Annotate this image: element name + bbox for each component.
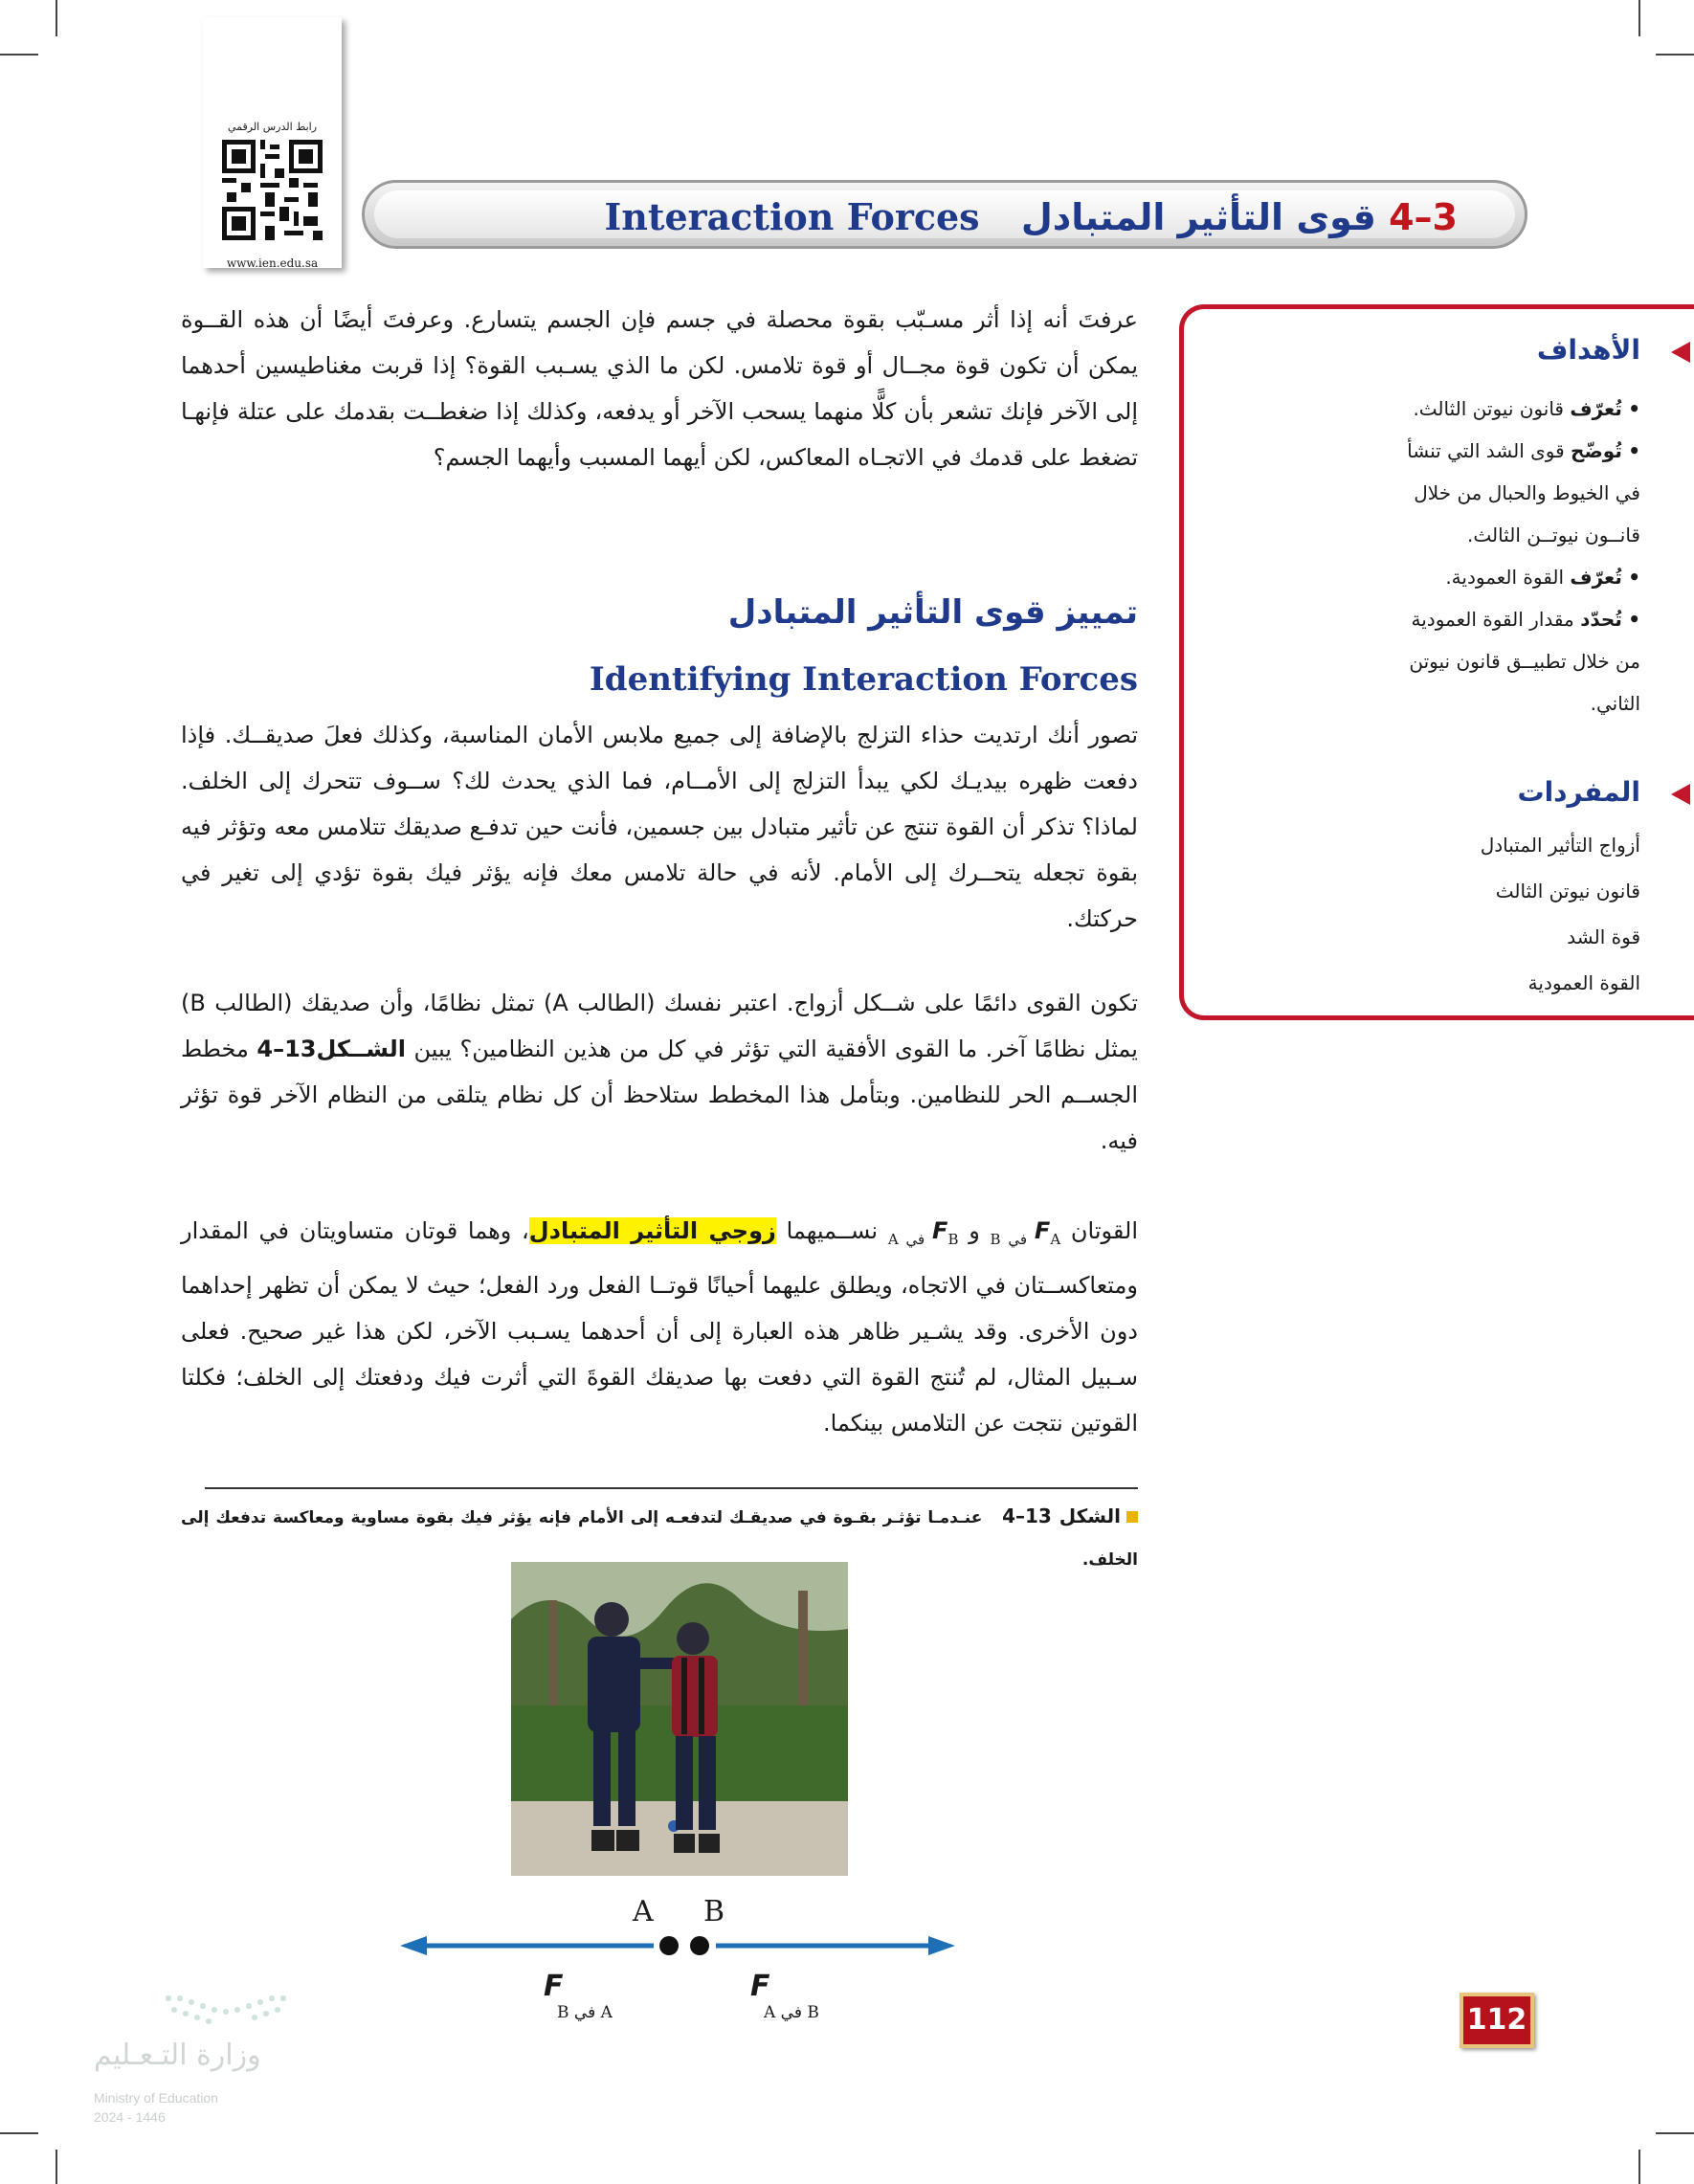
qr-url[interactable]: www.ien.edu.sa bbox=[226, 256, 319, 270]
figure-caption: الشكل 13–4 عنـدمـا تؤثـر بقـوة في صديقـك لتدفعـه إلى الأمام فإنه يؤثر فيك بقوة مساوية ومعاكسة تدفعك إلى الخلف. bbox=[181, 1504, 1138, 1570]
objective-item: • تُعرّف قانون نيوتن الثالث. bbox=[1413, 397, 1640, 420]
objectives-heading: الأهداف bbox=[1536, 334, 1640, 366]
vocab-item: قانون نيوتن الثالث bbox=[1495, 880, 1640, 903]
vocabulary-heading: المفردات bbox=[1517, 776, 1640, 808]
key-term-highlight: زوجي التأثير المتبادل bbox=[528, 1217, 776, 1244]
section-heading-english: Identifying Interaction Forces bbox=[589, 660, 1138, 699]
lesson-title bbox=[605, 190, 1459, 244]
qr-code-icon[interactable] bbox=[222, 140, 323, 240]
caption-marker-icon bbox=[1126, 1511, 1138, 1523]
ministry-arabic: وزارة التـعـليم bbox=[94, 2039, 261, 2072]
point-b-dot bbox=[690, 1936, 709, 1955]
point-a-dot bbox=[659, 1936, 679, 1955]
arrow-head-right-icon bbox=[928, 1936, 955, 1955]
figure-label: الشكل 13–4 bbox=[1002, 1504, 1122, 1527]
force-label-left: F A في B bbox=[544, 1970, 613, 2022]
vocab-item: قوة الشد bbox=[1567, 925, 1640, 948]
objective-item: • تُحدّد مقدار القوة العمودية من خلال تطبيــق قانون نيوتن الثاني. bbox=[1409, 608, 1640, 715]
paragraph-1: تصور أنك ارتديت حذاء التزلج بالإضافة إلى جميع ملابس الأمان المناسبة، وكذلك فعلَ صديقــك. فإذا دفعت ظهره بيديـك لكي يبدأ التزلج إلى الأمــام، فما الذي يحدث لك؟ ســوف تتحرك إلى الخلف. لماذا؟ تذكر أن القوة تنتج عن تأثير متبادل بين جسمين، فأنت حين تدفـع صديقك تتلامس معه وتؤثر فيه بقوة تجعله يتحــرك إلى الأمام. لأنه في حالة تلامس معك فإنه يؤثر فيك بقوة تؤدي إلى تغير في حركتك. bbox=[181, 722, 1138, 932]
lesson-title-english: Interaction Forces bbox=[604, 195, 980, 238]
qr-card[interactable] bbox=[203, 17, 342, 268]
point-a-label: A bbox=[633, 1895, 654, 1928]
force-label-right: F B في A bbox=[750, 1970, 819, 2022]
crop-mark bbox=[0, 2132, 38, 2134]
crop-mark bbox=[1656, 54, 1694, 56]
paragraph-2: تكون القوى دائمًا على شــكل أزواج. اعتبر نفسك (الطالب A) تمثل نظامًا، وأن صديقك (الطالب B) يمثل نظامًا آخر. ما القوى الأفقية التي تؤثر في كل من هذين النظامين؟ يبين الشــكل13–4 مخطط الجســم الحر للنظامين. وبتأمل هذا المخطط ستلاحظ أن كل نظام يتلقى من النظام الآخر قوة تؤثر فيه. bbox=[181, 990, 1138, 1154]
crop-mark bbox=[1656, 2132, 1694, 2134]
arrow-head-left-icon bbox=[400, 1936, 427, 1955]
objective-item: • تُعرّف القوة العمودية. bbox=[1445, 566, 1640, 589]
objectives-panel bbox=[1179, 304, 1694, 1020]
page-number: 112 bbox=[1460, 1993, 1534, 2048]
crop-mark bbox=[0, 54, 38, 56]
ministry-dots-icon bbox=[159, 1991, 302, 2029]
lesson-title-arabic: قوى التأثير المتبادل bbox=[1020, 196, 1376, 238]
vocab-item: القوة العمودية bbox=[1527, 971, 1640, 994]
figure-reference[interactable]: الشــكل13–4 bbox=[256, 1036, 406, 1062]
objectives-arrow-icon bbox=[1671, 342, 1690, 363]
title-banner bbox=[362, 180, 1527, 249]
intro-paragraph: عرفتَ أنه إذا أثر مسـبّب بقوة محصلة في جسم فإن الجسم يتسارع. وعرفتَ أيضًا أن هذه القــوة يمكن أن تكون قوة مجــال أو قوة تلامس. لكن ما الذي يسـبب القوة؟ إذا قربت مغناطيسين أحدهما إلى الآخر فإنك تشعر بأن كلًّا منهما يسحب الآخر أو يدفعه، وكذلك إذا ضغطــت بقدمك على عتلة فإنهـا تضغط على قدمك في الاتجـاه المعاكس، لكن أيهما المسبب وأيهما الجسم؟ bbox=[181, 306, 1138, 471]
crop-mark bbox=[56, 2150, 57, 2184]
crop-mark bbox=[1638, 0, 1640, 36]
point-b-label: B bbox=[703, 1895, 725, 1928]
vocabulary-arrow-icon bbox=[1671, 784, 1690, 805]
figure-divider bbox=[205, 1487, 1138, 1489]
crop-mark bbox=[56, 0, 57, 36]
crop-mark bbox=[1638, 2150, 1640, 2184]
force-symbol: F bbox=[1034, 1217, 1051, 1244]
ministry-logo bbox=[84, 1991, 276, 2134]
objective-item: • تُوضّح قوى الشد التي تنشأ في الخيوط والحبال من خلال قانــون نيوتــن الثالث. bbox=[1407, 439, 1640, 546]
force-diagram bbox=[400, 1931, 955, 1960]
lesson-number: 3–4 bbox=[1389, 196, 1458, 238]
qr-label: رابط الدرس الرقمي bbox=[227, 121, 318, 133]
paragraph-3: القوتان $F_{A في B}$ و $F_{B في A}$ نســميهما زوجي التأثير المتبادل، وهما قوتان متساويتان في المقدار ومتعاكســتان في الاتجاه، ويطلق عليهما أحيانًا قوتــا الفعل ورد الفعل؛ حيث لا يمكن أن تظهر إحداهما دون الأخرى. وقد يشـير ظاهر هذه العبارة إلى أن أحدهما يسـبب الآخر، لكن هذا غير صحيح. فعلى سـبيل المثال، لم تُنتج القوة التي دفعت بها صديقك القوةَ التي أثرت فيك ودفعتك إلى الخلف؛ فكلتا القوتين نتجت عن التلامس بينكما. bbox=[181, 1217, 1139, 1437]
vocab-item: أزواج التأثير المتبادل bbox=[1480, 834, 1640, 857]
force-symbol: F bbox=[932, 1217, 948, 1244]
section-heading-arabic: تمييز قوى التأثير المتبادل bbox=[727, 593, 1138, 632]
skaters-photo bbox=[511, 1562, 848, 1876]
ministry-english: Ministry of Education bbox=[94, 2090, 218, 2106]
ministry-year: 2024 - 1446 bbox=[94, 2109, 166, 2125]
